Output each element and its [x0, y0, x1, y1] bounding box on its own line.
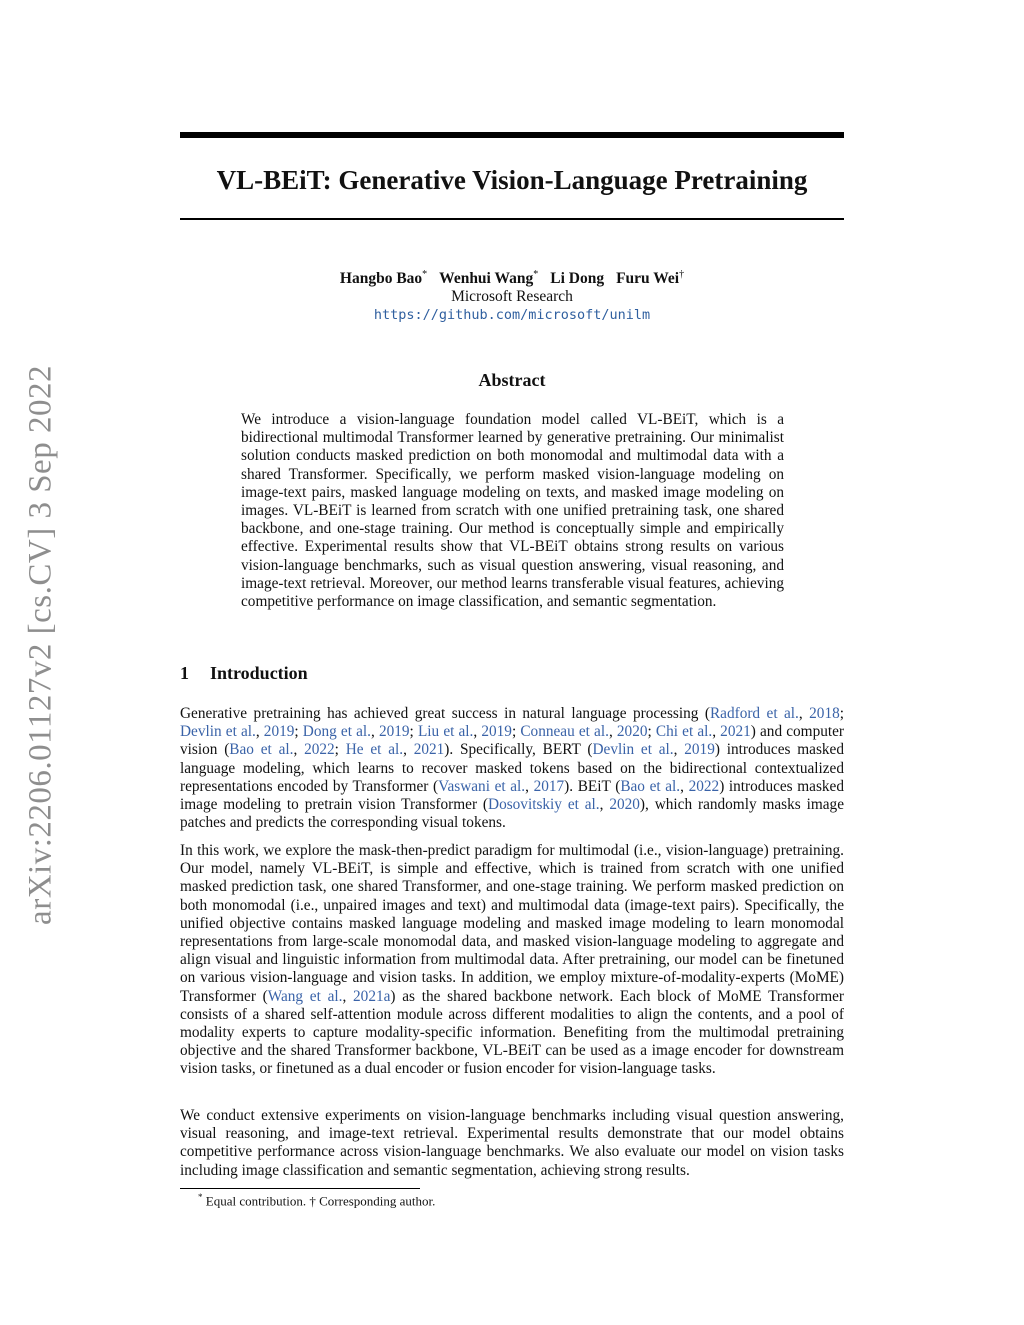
citation-link[interactable]: 2022 [688, 777, 720, 795]
section-heading-introduction [180, 663, 308, 684]
citation-link[interactable]: Liu et al. [417, 723, 474, 741]
affiliation: Microsoft Research [451, 288, 573, 306]
abstract-text: We introduce a vision-language foundation model called VL-BEiT, which is a bidirectional multimodal Transformer learned by generative pretraining. Our minimalist solution conducts masked prediction on both monomodal and multimodal data with a shared Transformer. Specifically, we perform masked vision-language modeling on image-text pairs, masked language modeling on texts, and masked image modeling on images. VL-BEiT is learned from scratch with one unified pretraining task, one shared backbone, and one-stage training. Our method is conceptually simple and empirically effective. Experimental results show that VL-BEiT obtains strong results on various vision-language benchmarks, such as visual question answering, visual reasoning, and image-text retrieval. Moreover, our method learns transferable visual features, achieving competitive performance on image classification, and semantic segmentation. [241, 411, 784, 611]
title-top-rule [180, 132, 844, 138]
citation-link[interactable]: 2021 [413, 741, 445, 759]
arxiv-identifier-stamp [16, 360, 66, 930]
citation-link[interactable]: 2022 [304, 741, 335, 759]
citation-link[interactable]: Bao et al. [620, 777, 681, 795]
author-name: Wenhui Wang* [439, 269, 539, 288]
citation-link[interactable]: Dong et al. [302, 723, 371, 741]
citation-link[interactable]: Radford et al. [709, 705, 799, 722]
citation-link[interactable]: 2021 [720, 723, 751, 741]
citation-link[interactable]: 2019 [378, 723, 410, 741]
citation-link[interactable]: 2021a [353, 987, 391, 1005]
intro-paragraph-2: In this work, we explore the mask-then-predict paradigm for multimodal (i.e., vision-language) pretraining. Our model, namely VL-BEiT, is simple and effective, which is trained from scratch with one unified masked prediction task, one shared Transformer, and one-stage training. We perform masked prediction on both monomodal (i.e., unpaired images and text) and multimodal data (image-text pairs). Specifically, the unified objective contains masked language modeling and masked image modeling to learn monomodal representations from large-scale monomodal data, and masked vision-language modeling to aggregate and align visual and linguistic information from multimodal data. After pretraining, our model can be finetuned on various vision-language and vision tasks. In addition, we employ mixture-of-modality-experts (MoME) Transformer (Wang et al., 2021a) as the shared backbone network. Each block of MoME Transformer consists of a shared self-attention module across different modalities to align the contents, and a pool of modality experts to capture modality-specific information. Benefiting from the multimodal pretraining objective and the shared Transformer backbone, VL-BEiT can be used as a image encoder for downstream vision tasks, or finetuned as a dual encoder or fusion encoder for vision-language tasks. [180, 842, 844, 1078]
footnote-mark: * [198, 1192, 203, 1202]
citation-link[interactable]: 2017 [533, 777, 565, 795]
footnote-rule [180, 1188, 420, 1189]
citation-link[interactable]: 2018 [809, 705, 840, 722]
citation-link[interactable]: Conneau et al. [520, 723, 609, 741]
footnote-text: Equal contribution. † Corresponding author. [205, 1193, 436, 1209]
citation-link[interactable]: Devlin et al. [180, 723, 256, 741]
section-number: 1 [180, 663, 189, 683]
author-name: Hangbo Bao* [339, 269, 428, 288]
author-name: Furu Wei† [616, 269, 685, 288]
author-name: Li Dong [550, 270, 605, 288]
footnote [198, 1192, 435, 1209]
citation-link[interactable]: 2020 [609, 796, 640, 814]
citation-link[interactable]: 2019 [481, 723, 512, 741]
citation-link[interactable]: 2019 [684, 741, 715, 759]
paper-title: VL-BEiT: Generative Vision-Language Pretraining [216, 165, 808, 195]
citation-link[interactable]: Bao et al. [229, 741, 294, 759]
citation-link[interactable]: Wang et al. [267, 987, 343, 1005]
author-mark: † [679, 269, 685, 280]
section-title: Introduction [210, 663, 308, 683]
citation-link[interactable]: 2019 [263, 723, 295, 741]
citation-link[interactable]: Devlin et al. [592, 741, 674, 759]
citation-link[interactable]: Chi et al. [655, 723, 713, 741]
intro-paragraph-3: We conduct extensive experiments on vision-language benchmarks including visual question answering, visual reasoning, and image-text retrieval. Experimental results demonstrate that our model obtains competitive performance across vision-language benchmarks. We also evaluate our model on vision tasks including image classification and semantic segmentation, achieving strong results. [180, 1107, 844, 1179]
citation-link[interactable]: Vaswani et al. [438, 777, 526, 795]
citation-link[interactable]: He et al. [345, 741, 404, 759]
author-mark: * [422, 269, 428, 280]
citation-link[interactable]: 2020 [616, 723, 648, 741]
author-mark: * [533, 269, 539, 280]
abstract-heading: Abstract [478, 370, 546, 390]
author-block [180, 266, 844, 324]
citation-link[interactable]: Dosovitskiy et al. [488, 796, 600, 814]
author-names [180, 266, 844, 288]
repository-link[interactable]: https://github.com/microsoft/unilm [373, 307, 651, 324]
title-bottom-rule [180, 218, 844, 220]
arxiv-identifier-text: arXiv:2206.01127v2 [cs.CV] 3 Sep 2022 [22, 365, 59, 925]
intro-paragraph-1: Generative pretraining has achieved great success in natural language processing (Radford et al., 2018; Devlin et al., 2019; Dong et al., 2019; Liu et al., 2019; Conneau et al., 2020; Chi et al., 2021) and computer vision (Bao et al., 2022; He et al., 2021). Specifically, BERT (Devlin et al., 2019) introduces masked language modeling, which learns to recover masked tokens based on the bidirectional contextualized representations encoded by Transformer (Vaswani et al., 2017). BEiT (Bao et al., 2022) introduces masked image modeling to pretrain vision Transformer (Dosovitskiy et al., 2020), which randomly masks image patches and predicts the corresponding visual tokens. [180, 705, 844, 832]
